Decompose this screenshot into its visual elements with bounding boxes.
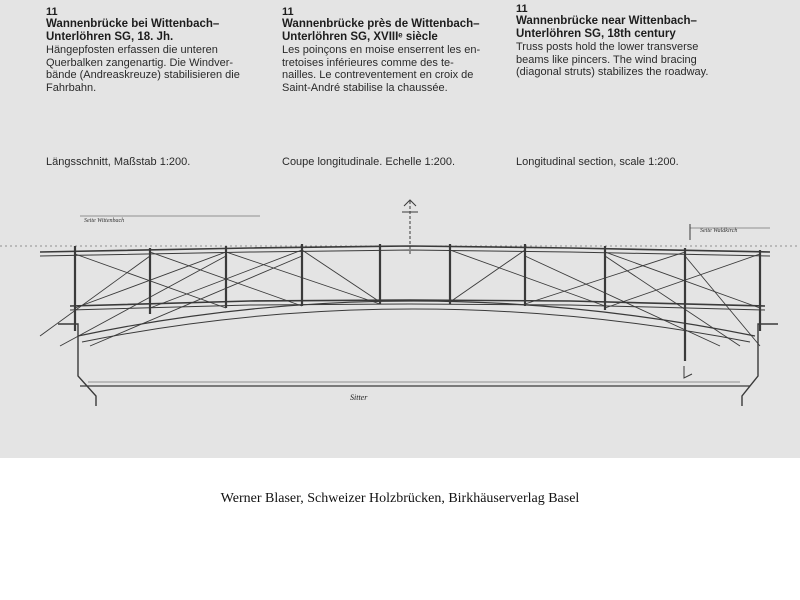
figure-number: 11 (282, 6, 294, 18)
river-label: Sitter (350, 393, 368, 402)
right-bank-label: Seite Waldkirch (700, 228, 738, 234)
body-line: beams like pincers. The wind bracing (516, 53, 697, 66)
title-line-1: Wannenbrücke près de Wittenbach– (282, 18, 480, 30)
body-line: (diagonal struts) stabilizes the roadway. (516, 66, 709, 78)
right-abutment (742, 324, 778, 406)
body-line: nailles. Le contreventement en croix de (282, 69, 474, 81)
body-line: Fahrbahn. (46, 81, 97, 94)
german-text-column (46, 6, 281, 94)
source-credit: Werner Blaser, Schweizer Holzbrücken, Birkhäuserverlag Basel (220, 491, 580, 506)
caption-german: Längsschnitt, Maßstab 1:200. (46, 156, 191, 168)
bridge-longitudinal-section (0, 196, 800, 426)
title-line-2: Unterlöhren SG, XVIIIᵉ siècle (282, 31, 438, 43)
figure-number: 11 (516, 3, 528, 15)
body-line: Hängepfosten erfassen die unteren (46, 44, 218, 56)
caption-english: Longitudinal section, scale 1:200. (516, 156, 679, 168)
lower-arch (78, 301, 755, 336)
title-line-2: Unterlöhren SG, 18th century (516, 28, 676, 40)
title-line-2: Unterlöhren SG, 18. Jh. (46, 31, 174, 43)
body-line: bände (Andreaskreuze) stabilisieren die (46, 69, 240, 81)
english-text-column (516, 3, 751, 79)
diagonal-bracing (40, 250, 760, 346)
right-marker-icon (684, 366, 692, 378)
title-line-1: Wannenbrücke bei Wittenbach– (46, 18, 220, 30)
body-line: Truss posts hold the lower transverse (516, 41, 699, 53)
figure-number: 11 (46, 6, 58, 18)
left-bank-label: Seite Wittenbach (84, 218, 125, 224)
body-line: Saint-André stabilise la chaussée. (282, 81, 448, 94)
caption-french: Coupe longitudinale. Echelle 1:200. (282, 156, 456, 168)
body-line: Querbalken zangenartig. Die Windver- (46, 56, 234, 69)
body-line: tretoises inférieures comme des te- (282, 56, 454, 69)
body-line: Les poinçons en moise enserrent les en- (282, 44, 481, 56)
french-text-column (282, 6, 517, 94)
title-line-1: Wannenbrücke near Wittenbach– (516, 15, 697, 27)
